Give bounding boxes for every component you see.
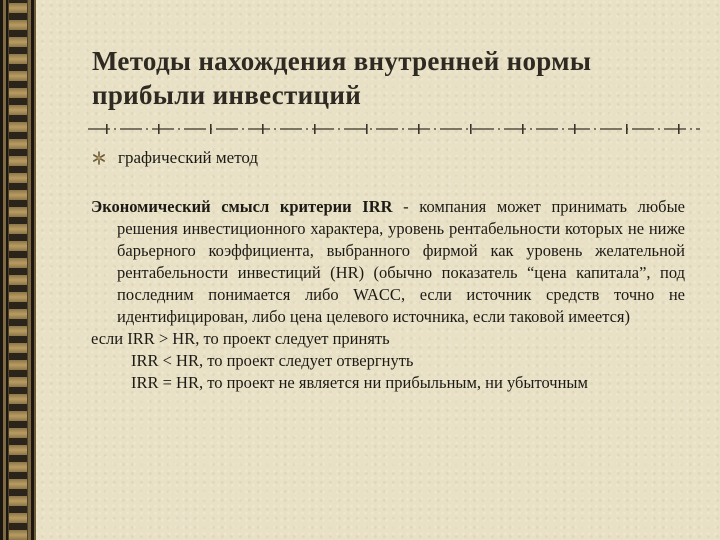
irr-meaning-paragraph: [91, 196, 685, 328]
slide-title: Методы нахождения внутренней нормы прибыли инвестиций: [92, 46, 592, 110]
film-strip-border: [0, 0, 36, 540]
rule-accept: если IRR > HR, то проект следует принять: [91, 329, 390, 348]
divider-tick: [470, 124, 472, 134]
divider-tick: [574, 124, 576, 134]
bullet-text: графический метод: [118, 148, 259, 167]
title-divider: [88, 123, 700, 135]
film-rail-right: [28, 0, 31, 540]
dash-dot-divider-line: [88, 123, 700, 135]
rule-reject: IRR < HR, то проект следует отвергнуть: [131, 351, 414, 370]
divider-tick: [158, 124, 160, 134]
film-rail-left: [3, 0, 6, 540]
divider-tick: [678, 124, 680, 134]
body-text: [91, 196, 685, 394]
bullet-item: [92, 146, 692, 170]
divider-tick: [418, 124, 420, 134]
divider-tick: [106, 124, 108, 134]
divider-tick: [314, 124, 316, 134]
asterisk-bullet-icon: [92, 151, 106, 165]
film-sprocket-track: [8, 0, 28, 540]
divider-tick: [210, 124, 212, 134]
rule-neutral: IRR = HR, то проект не является ни прибыльным, ни убыточным: [131, 373, 588, 392]
divider-tick: [522, 124, 524, 134]
divider-tick: [626, 124, 628, 134]
paragraph-lead: Экономический смысл критерии IRR: [91, 197, 393, 216]
divider-tick: [262, 124, 264, 134]
paragraph-rest: - компания может принимать любые решения инвестиционного характера, уровень рентабельности которых не ниже барьерного коэффициента, выбранного фирмой как уровень желательной рентабельности инвестиций (HR) (обычно показатель “цена капитала”, под последним понимается либо WACC, если источник средств точно не идентифицирован, либо цена целевого источника, если таковой имеется): [117, 197, 685, 326]
divider-tick: [366, 124, 368, 134]
